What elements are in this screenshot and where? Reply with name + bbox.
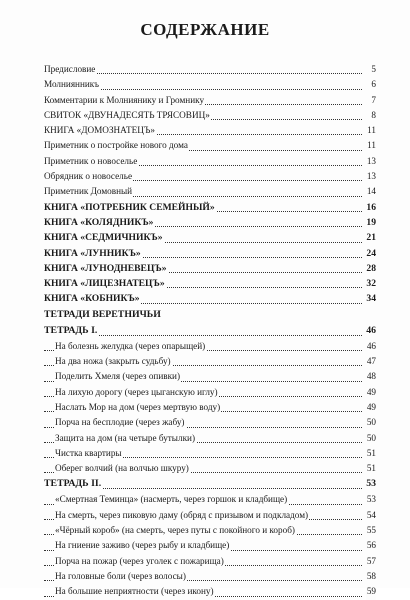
toc-entry-title: Защита на дом (на четыре бутылки) bbox=[55, 431, 196, 446]
toc-entry bbox=[44, 246, 376, 261]
toc-page-number: 19 bbox=[365, 215, 376, 230]
toc-entry-title: Поделить Хмеля (через опивки) bbox=[55, 369, 181, 384]
toc-page-number: 49 bbox=[366, 400, 376, 415]
toc-entry bbox=[44, 77, 376, 92]
toc-entry bbox=[44, 154, 376, 169]
toc-entry bbox=[44, 215, 376, 230]
notebook-heading bbox=[44, 476, 376, 492]
toc-subentry bbox=[44, 523, 376, 538]
toc-entry-title: На гниение заживо (через рыбу и кладбище) bbox=[55, 538, 230, 553]
toc-subentry bbox=[44, 339, 376, 354]
toc-entry-title: Наслать Мор на дом (через мертвую воду) bbox=[55, 400, 221, 415]
toc-entry-title: Приметник Домовный bbox=[44, 184, 133, 199]
toc-page-number: 49 bbox=[366, 385, 376, 400]
toc-subentry bbox=[44, 354, 376, 369]
toc-entry-title: КНИГА «ЛУННИКЪ» bbox=[44, 246, 142, 261]
toc-entry-title: На болезнь желудка (через опарыщей) bbox=[55, 339, 206, 354]
toc-page-number: 5 bbox=[370, 62, 376, 77]
toc-entry-title: На два ножа (закрыть судьбу) bbox=[55, 354, 172, 369]
toc-subentry bbox=[44, 446, 376, 461]
toc-page-number: 46 bbox=[365, 323, 376, 339]
toc-page-number: 28 bbox=[365, 261, 376, 276]
toc-entry bbox=[44, 62, 376, 77]
toc-entry-title: СВИТОК «ДВУНАДЕСЯТЬ ТРЯСОВИЦ» bbox=[44, 108, 211, 123]
toc-subentry bbox=[44, 554, 376, 569]
toc-entry bbox=[44, 261, 376, 276]
toc-page-number: 51 bbox=[366, 446, 376, 461]
toc-page-number: 34 bbox=[365, 291, 376, 306]
toc-entry-title: «Смертная Теминца» (насмерть, через горшок и кладбище) bbox=[55, 492, 288, 507]
toc-page-number: 24 bbox=[365, 246, 376, 261]
toc-entry bbox=[44, 200, 376, 215]
toc-entry-title: «Чёрный короб» (на смерть, через путы с покойного и короб) bbox=[55, 523, 296, 538]
toc-subentry bbox=[44, 461, 376, 476]
section-heading bbox=[44, 307, 376, 323]
toc-page-number: 16 bbox=[365, 200, 376, 215]
notebook-heading bbox=[44, 323, 376, 339]
toc-page-number: 13 bbox=[366, 154, 376, 169]
toc-page-number: 55 bbox=[366, 523, 376, 538]
toc-entry-title: Оберег волчий (на волчью шкуру) bbox=[55, 461, 190, 476]
toc-entry bbox=[44, 123, 376, 138]
toc-entry-title: КНИГА «ЛУНОДНЕВЕЦЪ» bbox=[44, 261, 168, 276]
toc-entry-title: На большие неприятности (через икону) bbox=[55, 584, 215, 599]
toc-entry-title: ТЕТРАДЬ II. bbox=[44, 476, 102, 492]
toc-page-number: 59 bbox=[366, 584, 376, 599]
toc-subentry bbox=[44, 508, 376, 523]
toc-entry-title: Комментарии к Молниянику и Громнику bbox=[44, 93, 205, 108]
toc-page-number: 14 bbox=[366, 184, 376, 199]
toc-entry-title: Чистка квартиры bbox=[55, 446, 123, 461]
toc-page-number: 21 bbox=[365, 230, 376, 245]
toc-page-number: 51 bbox=[366, 461, 376, 476]
table-of-contents bbox=[44, 62, 376, 600]
toc-page-number: 53 bbox=[366, 492, 376, 507]
toc-subentry bbox=[44, 415, 376, 430]
toc-entry-title: ТЕТРАДИ ВЕРЕТНИЧЬИ bbox=[44, 307, 162, 323]
toc-subentry bbox=[44, 385, 376, 400]
toc-entry-title: КНИГА «КОБНИКЪ» bbox=[44, 291, 141, 306]
toc-subentry bbox=[44, 538, 376, 553]
toc-entry bbox=[44, 93, 376, 108]
toc-page-number: 8 bbox=[370, 108, 376, 123]
toc-page-number: 46 bbox=[366, 339, 376, 354]
toc-page-number: 58 bbox=[366, 569, 376, 584]
toc-page-number: 56 bbox=[366, 538, 376, 553]
toc-entry-title: На смерть, через пиковую даму (обряд с призывом и подкладом) bbox=[55, 508, 309, 523]
toc-entry bbox=[44, 230, 376, 245]
toc-entry-title: КНИГА «ЛИЦЕЗНАТЕЦЪ» bbox=[44, 276, 166, 291]
toc-entry-title: Порча на бесплодие (через жабу) bbox=[55, 415, 186, 430]
page-title: СОДЕРЖАНИЕ bbox=[140, 20, 270, 39]
toc-entry-title: Порча на пожар (через уголек с пожарища) bbox=[55, 554, 225, 569]
toc-entry-title: Молниянникъ bbox=[44, 77, 100, 92]
toc-subentry bbox=[44, 492, 376, 507]
toc-page-number: 57 bbox=[366, 554, 376, 569]
toc-page-number: 53 bbox=[365, 476, 376, 492]
toc-entry bbox=[44, 138, 376, 153]
toc-page-number: 47 bbox=[366, 354, 376, 369]
toc-entry bbox=[44, 184, 376, 199]
toc-page-number: 54 bbox=[366, 508, 376, 523]
toc-page-number: 50 bbox=[366, 431, 376, 446]
toc-entry bbox=[44, 169, 376, 184]
toc-subentry bbox=[44, 431, 376, 446]
toc-entry-title: КНИГА «СЕДМИЧНИКЪ» bbox=[44, 230, 164, 245]
toc-entry-title: На лихую дорогу (через цыганскую иглу) bbox=[55, 385, 219, 400]
toc-entry-title: ТЕТРАДЬ I. bbox=[44, 323, 98, 339]
toc-entry-title: Приметник о постройке нового дома bbox=[44, 138, 189, 153]
toc-page-number: 7 bbox=[370, 93, 376, 108]
toc-entry bbox=[44, 291, 376, 306]
toc-subentry bbox=[44, 569, 376, 584]
toc-entry-title: КНИГА «КОЛЯДНИКЪ» bbox=[44, 215, 154, 230]
toc-subentry bbox=[44, 400, 376, 415]
toc-page-number: 6 bbox=[370, 77, 376, 92]
toc-entry-title: Предисловие bbox=[44, 62, 96, 77]
toc-page-number: 50 bbox=[366, 415, 376, 430]
toc-entry-title: На головные боли (через волосы) bbox=[55, 569, 187, 584]
toc-entry-title: КНИГА «ДОМОЗНАТЕЦЪ» bbox=[44, 123, 156, 138]
toc-entry-title: КНИГА «ПОТРЕБНИК СЕМЕЙНЫЙ» bbox=[44, 200, 216, 215]
toc-page-number: 11 bbox=[366, 123, 376, 138]
toc-entry-title: Приметник о новоселье bbox=[44, 154, 138, 169]
toc-subentry bbox=[44, 369, 376, 384]
toc-entry-title: Обрядник о новоселье bbox=[44, 169, 133, 184]
toc-entry bbox=[44, 276, 376, 291]
toc-page-number: 48 bbox=[366, 369, 376, 384]
toc-entry bbox=[44, 108, 376, 123]
toc-page-number: 11 bbox=[366, 138, 376, 153]
toc-subentry bbox=[44, 584, 376, 599]
toc-page-number: 13 bbox=[366, 169, 376, 184]
toc-page-number: 32 bbox=[365, 276, 376, 291]
